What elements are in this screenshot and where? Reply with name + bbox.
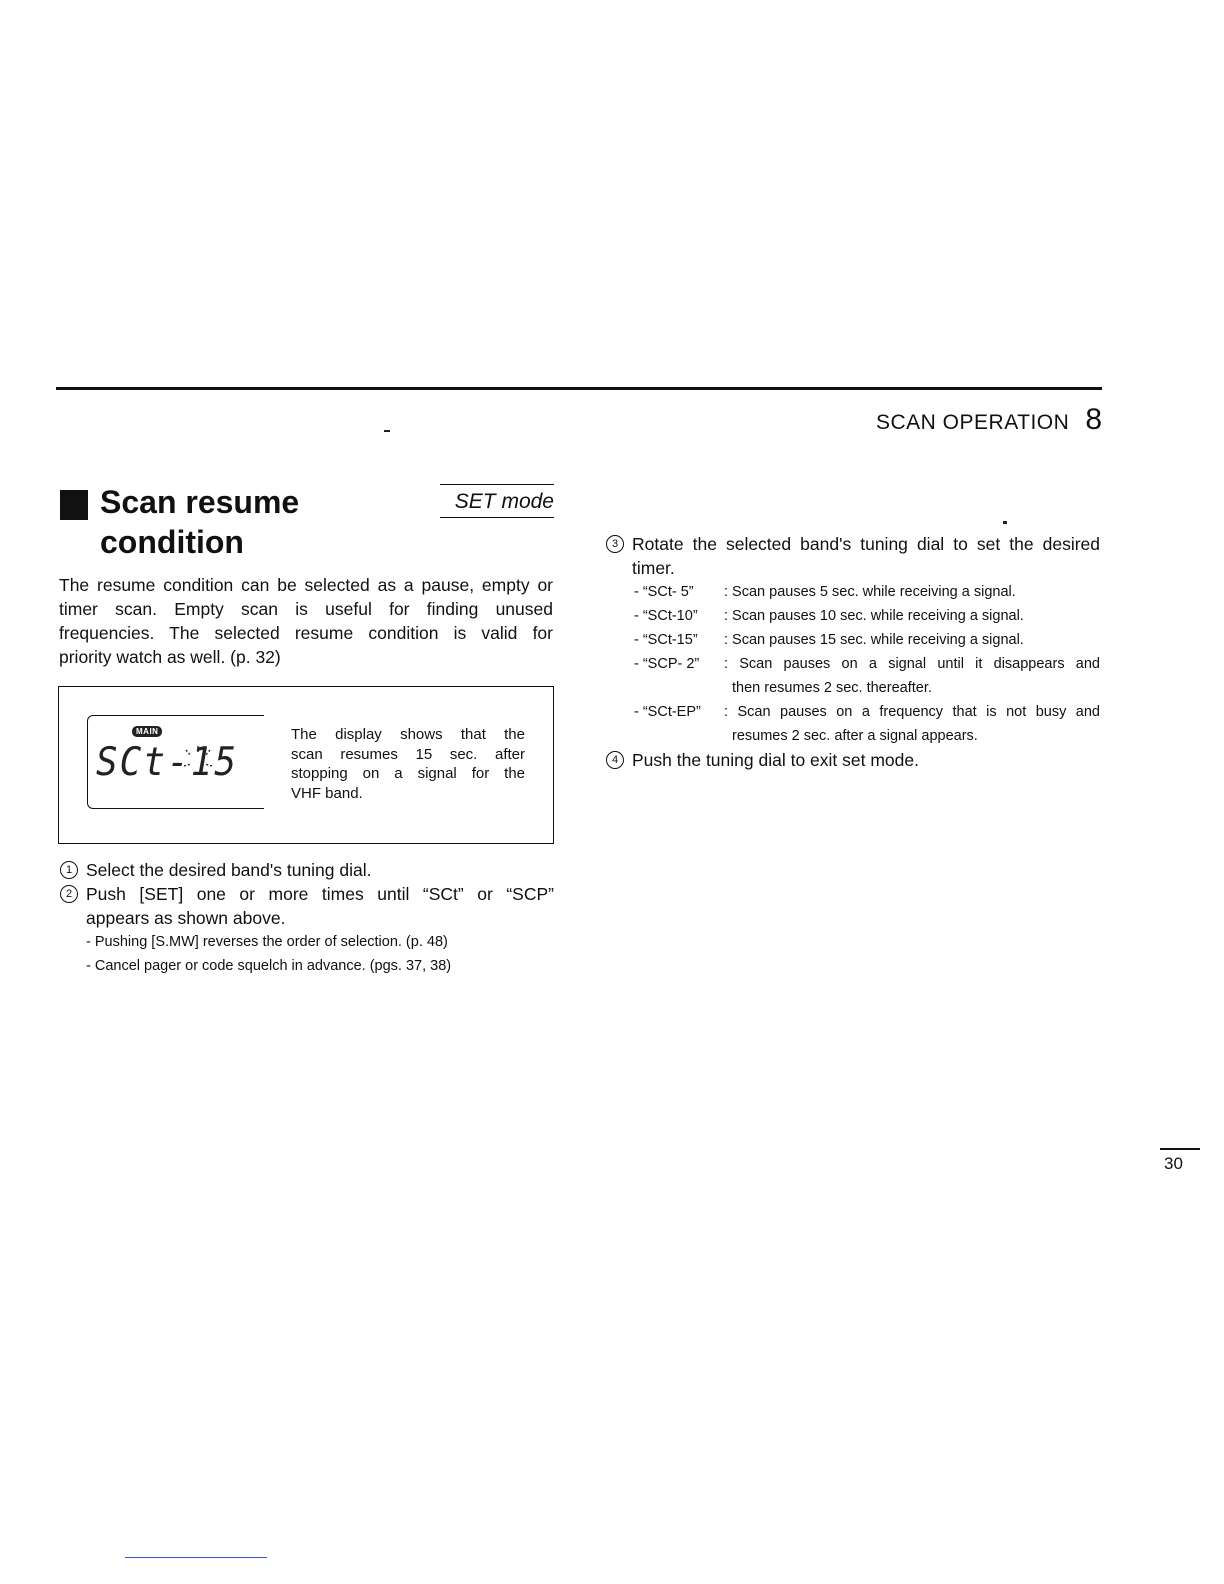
option-desc: [724, 652, 1100, 700]
option-desc: [724, 604, 1100, 628]
note-item: - Cancel pager or code squelch in advance. (pgs. 37, 38): [86, 958, 452, 974]
option-desc-line: : Scan pauses on a frequency that is not busy and: [724, 704, 1100, 720]
page-number-rule: [1160, 1148, 1200, 1150]
step-2: [60, 882, 554, 930]
step-text: Push the tuning dial to exit set mode.: [632, 750, 919, 770]
print-speck: [1003, 521, 1007, 524]
heading-line-2: condition: [100, 524, 244, 560]
timer-option: [606, 580, 1100, 604]
option-code: - “SCt- 5”: [634, 584, 694, 600]
step-text: Select the desired band's tuning dial.: [86, 860, 372, 880]
step-number: 1: [60, 861, 78, 879]
section-title: SCAN OPERATION: [876, 411, 1070, 434]
intro-line: frequencies. The selected resume condition is valid for: [59, 623, 553, 643]
timer-option: [606, 652, 1100, 700]
timer-option: [606, 604, 1100, 628]
option-code: - “SCt-EP”: [634, 704, 701, 720]
lcd-readout: SCt-15: [96, 739, 239, 786]
option-desc-line: : Scan pauses 5 sec. while receiving a signal.: [724, 584, 1016, 600]
lcd-main-indicator: MAIN: [132, 726, 162, 737]
note-item: - Pushing [S.MW] reverses the order of selection. (p. 48): [86, 934, 448, 950]
page-number: 30: [1164, 1154, 1183, 1173]
caption-line: VHF band.: [291, 784, 363, 802]
step-number: 2: [60, 885, 78, 903]
example-box: [58, 686, 554, 844]
option-desc: [724, 580, 1100, 604]
header-rule: [56, 387, 1102, 390]
mode-badge: SET mode: [440, 484, 554, 518]
caption-line: scan resumes 15 sec. after: [291, 745, 525, 763]
step-number: 3: [606, 535, 624, 553]
intro-line: The resume condition can be selected as a pause, empty or: [59, 575, 553, 595]
option-code: - “SCt-15”: [634, 632, 698, 648]
heading-line-1: Scan resume: [100, 484, 300, 520]
print-speck: [384, 430, 390, 432]
option-desc-line: resumes 2 sec. after a signal appears.: [732, 728, 978, 744]
option-desc: [724, 700, 1100, 748]
timer-option: [606, 700, 1100, 748]
example-caption: [291, 725, 525, 803]
steps-left: [60, 858, 554, 978]
caption-line: stopping on a signal for the: [291, 765, 525, 782]
section-header: [876, 403, 1102, 437]
step-text: appears as shown above.: [86, 908, 286, 928]
step-number: 4: [606, 751, 624, 769]
step-text: timer.: [632, 558, 675, 578]
step-4: [606, 748, 1100, 772]
timer-option: [606, 628, 1100, 652]
intro-line: timer scan. Empty scan is useful for finding unused: [59, 599, 553, 619]
option-code: - “SCt-10”: [634, 608, 698, 624]
blink-rays-icon: [178, 744, 218, 778]
option-desc: [724, 628, 1100, 652]
step-text: Push [SET] one or more times until “SCt” or “SCP”: [86, 884, 554, 904]
chapter-number: 8: [1085, 403, 1102, 436]
steps-right: [606, 532, 1100, 772]
option-desc-line: then resumes 2 sec. thereafter.: [732, 680, 932, 696]
option-code: - “SCP- 2”: [634, 656, 700, 672]
step-3: [606, 532, 1100, 580]
bottom-edge-line: [125, 1557, 267, 1558]
caption-line: The display shows that the: [291, 726, 525, 743]
intro-paragraph: [59, 573, 553, 669]
heading-bullet: [60, 490, 88, 520]
lcd-display: [87, 715, 264, 809]
option-desc-line: : Scan pauses 15 sec. while receiving a signal.: [724, 632, 1024, 648]
option-desc-line: : Scan pauses 10 sec. while receiving a signal.: [724, 608, 1024, 624]
option-desc-line: : Scan pauses on a signal until it disappears and: [724, 656, 1100, 672]
heading-text: [100, 482, 400, 562]
intro-line: priority watch as well. (p. 32): [59, 647, 281, 667]
step-1: [60, 858, 554, 882]
step-text: Rotate the selected band's tuning dial to set the desired: [632, 534, 1100, 554]
